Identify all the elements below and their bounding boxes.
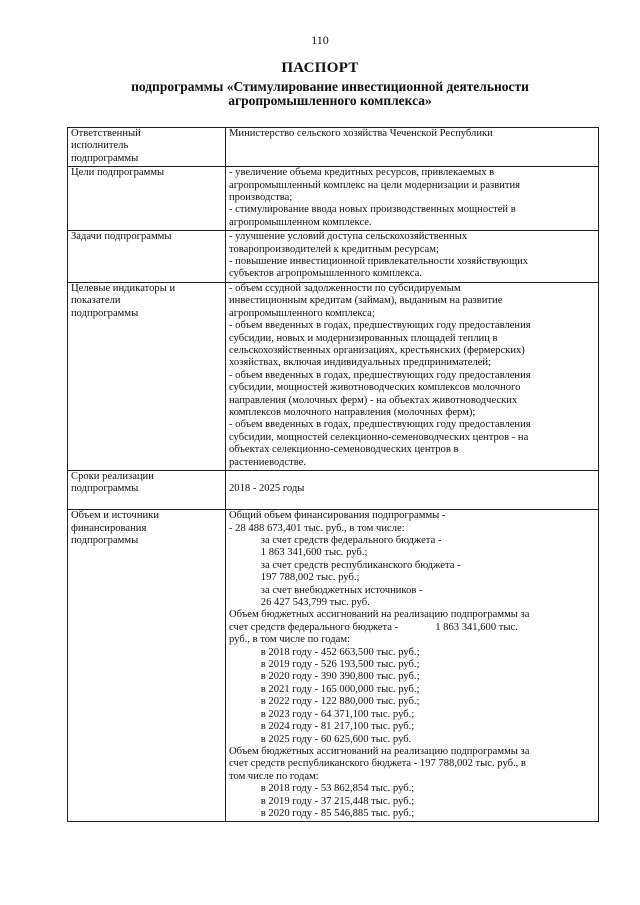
row-label-cell	[68, 128, 226, 167]
passport-row	[68, 167, 599, 231]
row-content-cell	[226, 510, 599, 822]
row-content-line: субсидии, новых и модернизированных площадей теплиц в	[229, 332, 498, 344]
row-content-line: за счет внебюджетных источников -	[229, 584, 423, 596]
row-label-cell	[68, 510, 226, 822]
document-subtitle	[95, 80, 565, 108]
row-content-line: в 2018 году - 53 862,854 тыс. руб.;	[229, 783, 415, 795]
passport-row	[68, 470, 599, 509]
row-content-line: - улучшение условий доступа сельскохозяйственных	[229, 231, 468, 243]
row-content-cell	[226, 231, 599, 283]
row-content-line: растениеводстве.	[229, 456, 307, 468]
row-label-line: Задачи подпрограммы	[71, 231, 172, 243]
row-content-line: сельскохозяйственных организациях, крестьянских (фермерских)	[229, 344, 525, 356]
row-content-line: в 2020 году - 390 390,800 тыс. руб.;	[229, 671, 420, 683]
subtitle-line: подпрограммы «Стимулирование инвестиционной деятельности	[131, 79, 529, 94]
row-content-line	[229, 496, 595, 508]
passport-table-body	[68, 128, 599, 822]
row-content-line: товаропроизводителей к кредитным ресурсам;	[229, 243, 439, 255]
row-content-line: за счет средств федерального бюджета -	[229, 535, 442, 546]
row-content-line: - объем введенных в годах, предшествующих году предоставления	[229, 320, 531, 332]
row-content-line: в 2024 году - 81 217,100 тыс. руб.;	[229, 721, 415, 733]
row-content-line: Объем бюджетных ассигнований на реализацию подпрограммы за	[229, 609, 530, 621]
row-content-line: - стимулирование ввода новых производственных мощностей в	[229, 204, 516, 216]
row-label-line: Цели подпрограммы	[71, 167, 165, 179]
row-label-line: Сроки реализации	[71, 470, 154, 482]
row-content-cell	[226, 470, 599, 509]
row-content-cell	[226, 128, 599, 167]
row-content-line: 26 427 543,799 тыс. руб.	[229, 597, 370, 609]
row-content-line: за счет средств республиканского бюджета -	[229, 559, 461, 571]
row-content-line: в 2019 году - 37 215,448 тыс. руб.;	[229, 795, 415, 807]
row-label-line: исполнитель	[71, 140, 129, 152]
row-content-line: - объем введенных в годах, предшествующих году предоставления	[229, 369, 531, 381]
passport-row	[68, 282, 599, 470]
row-content-line: объектах селекционно-семеноводческих центров в	[229, 444, 459, 456]
passport-row	[68, 231, 599, 283]
row-content-line: - объем ссудной задолженности по субсидируемым	[229, 282, 461, 294]
row-content-line	[229, 140, 595, 152]
row-label-line: финансирования	[71, 522, 147, 534]
row-content-line: субсидии, мощностей селекционно-семеноводческих центров - на	[229, 431, 529, 443]
row-label-line: Ответственный	[71, 128, 141, 139]
row-content-line: - увеличение объема кредитных ресурсов, привлекаемых в	[229, 167, 495, 179]
row-content-line: Объем бюджетных ассигнований на реализацию подпрограммы за	[229, 745, 530, 757]
row-label-line: подпрограммы	[71, 483, 139, 495]
row-label-cell	[68, 470, 226, 509]
row-content-line	[229, 471, 595, 483]
row-content-line: инвестиционным кредитам (займам), выданным на развитие	[229, 295, 503, 307]
row-content-line: - повышение инвестиционной привлекательности хозяйствующих	[229, 256, 529, 268]
row-label-line: подпрограммы	[71, 152, 139, 164]
row-content-line: агропромышленный комплекс на цели модернизации и развития	[229, 179, 521, 191]
row-content-line: в 2019 году - 526 193,500 тыс. руб.;	[229, 659, 420, 671]
row-content-line: субсидии, мощностей животноводческих комплексов молочного	[229, 382, 521, 394]
row-content-cell	[226, 167, 599, 231]
row-label-cell	[68, 282, 226, 470]
subtitle-line: агропромышленного комплекса»	[228, 93, 432, 108]
row-content-line: счет средств республиканского бюджета - 197 788,002 тыс. руб., в	[229, 758, 526, 770]
row-label-line: подпрограммы	[71, 307, 139, 319]
row-content-line: агропромышленного комплекса;	[229, 307, 375, 319]
page-number: 110	[311, 33, 329, 47]
row-label-line: показатели	[71, 295, 121, 307]
row-content-line: в 2023 году - 64 371,100 тыс. руб.;	[229, 708, 415, 720]
row-content-line: Министерство сельского хозяйства Чеченской Республики	[229, 128, 493, 139]
row-content-line: 1 863 341,600 тыс. руб.;	[229, 547, 368, 559]
row-content-line: агропромышленном комплексе.	[229, 216, 372, 228]
row-label-line: подпрограммы	[71, 535, 139, 546]
passport-table	[67, 127, 599, 822]
row-content-line: хозяйствах, включая индивидуальных предпринимателей;	[229, 357, 492, 369]
row-content-line: - объем введенных в годах, предшествующих году предоставления	[229, 419, 531, 431]
row-label-cell	[68, 231, 226, 283]
row-content-line: 197 788,002 тыс. руб.;	[229, 572, 360, 584]
row-content-line: комплексов молочного направления (молочных ферм);	[229, 406, 476, 418]
row-content-line: в 2022 году - 122 880,000 тыс. руб.;	[229, 696, 420, 708]
row-label-cell	[68, 167, 226, 231]
row-content-line: в 2025 году - 60 625,600 тыс. руб.	[229, 733, 412, 745]
row-content-line: в 2021 году - 165 000,000 тыс. руб.;	[229, 683, 420, 695]
row-content-line: направления (молочных ферм) - на объектах животноводческих	[229, 394, 518, 406]
row-content-line: Общий объем финансирования подпрограммы -	[229, 510, 446, 522]
row-content-line: руб., в том числе по годам:	[229, 634, 350, 646]
row-content-line: субъектов агропромышленного комплекса.	[229, 268, 422, 280]
row-content-line: счет средств федерального бюджета - 1 863 341,600 тыс.	[229, 621, 518, 633]
row-label-line: Целевые индикаторы и	[71, 282, 176, 294]
row-content-line: - 28 488 673,401 тыс. руб., в том числе:	[229, 522, 405, 534]
row-content-line: производства;	[229, 192, 293, 204]
row-content-line: в 2018 году - 452 663,500 тыс. руб.;	[229, 646, 420, 658]
row-content-line	[229, 153, 595, 165]
row-content-line: в 2020 году - 85 546,885 тыс. руб.;	[229, 807, 415, 819]
row-content-cell	[226, 282, 599, 470]
passport-row	[68, 128, 599, 167]
passport-row	[68, 510, 599, 822]
row-content-line: том числе по годам:	[229, 770, 319, 782]
row-label-line: Объем и источники	[71, 510, 159, 522]
row-content-line: 2018 - 2025 годы	[229, 483, 305, 495]
document-title: ПАСПОРТ	[281, 60, 359, 76]
